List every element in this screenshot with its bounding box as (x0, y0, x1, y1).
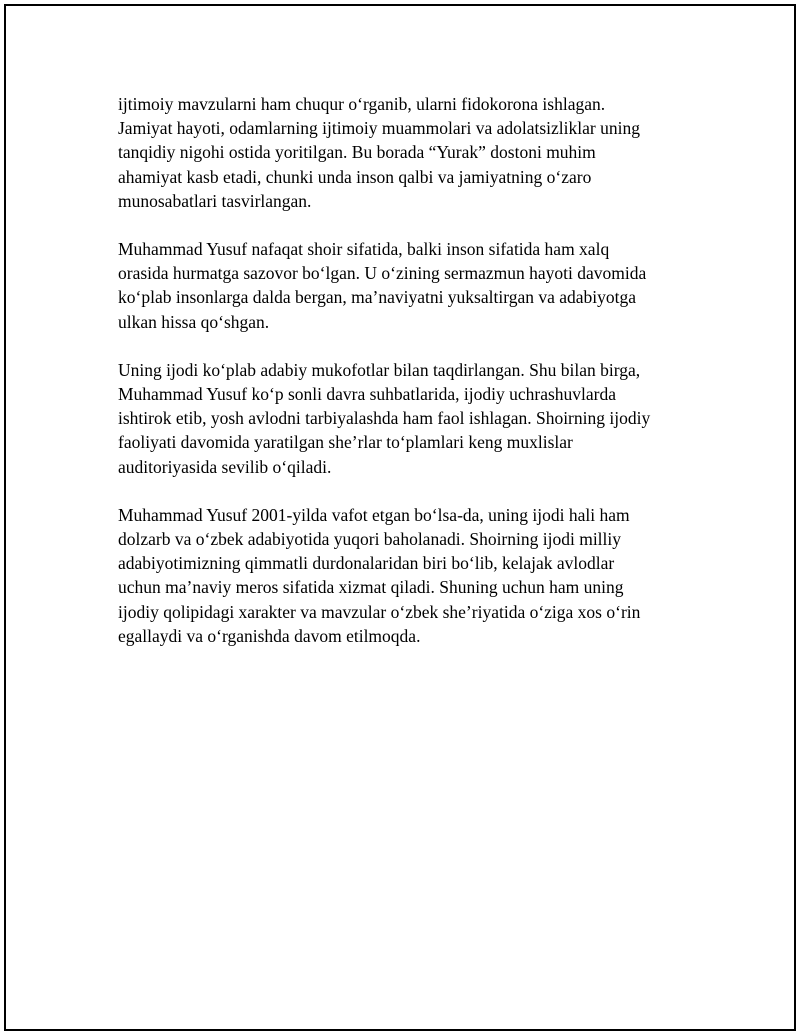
text-line: Muhammad Yusuf nafaqat shoir sifatida, balki inson sifatida ham xalq (118, 239, 610, 260)
paragraph-1 (118, 92, 688, 213)
text-line: adabiyotimizning qimmatli durdonalaridan biri bo‘lib, kelajak avlodlar (118, 553, 615, 574)
text-line: egallaydi va o‘rganishda davom etilmoqda. (118, 625, 421, 646)
document-page (4, 4, 796, 1031)
text-line: ishtirok etib, yosh avlodni tarbiyalashda ham faol ishlagan. Shoirning ijodiy (118, 408, 651, 429)
text-line: munosabatlari tasvirlangan. (118, 190, 312, 211)
document-body (118, 92, 688, 672)
text-line: Jamiyat hayoti, odamlarning ijtimoiy muammolari va adolatsizliklar uning (118, 118, 640, 139)
paragraph-4 (118, 503, 688, 648)
text-line: Muhammad Yusuf 2001-yilda vafot etgan bo‘lsa-da, uning ijodi hali ham (118, 504, 630, 525)
text-line: ulkan hissa qo‘shgan. (118, 311, 270, 332)
text-line: ko‘plab insonlarga dalda bergan, ma’naviyatni yuksaltirgan va adabiyotga (118, 287, 637, 308)
text-line: tanqidiy nigohi ostida yoritilgan. Bu borada “Yurak” dostoni muhim (118, 142, 596, 163)
text-line: auditoriyasida sevilib o‘qiladi. (118, 456, 332, 477)
text-line: dolzarb va o‘zbek adabiyotida yuqori baholanadi. Shoirning ijodi milliy (118, 529, 622, 550)
paragraph-3 (118, 358, 688, 479)
text-line: uchun ma’naviy meros sifatida xizmat qiladi. Shuning uchun ham uning (118, 577, 624, 598)
text-line: Uning ijodi ko‘plab adabiy mukofotlar bilan taqdirlangan. Shu bilan birga, (118, 359, 641, 380)
text-line: ijtimoiy mavzularni ham chuqur o‘rganib, ularni fidokorona ishlagan. (118, 94, 606, 114)
text-line: ijodiy qolipidagi xarakter va mavzular o‘zbek she’riyatida o‘ziga xos o‘rin (118, 601, 641, 622)
text-line: faoliyati davomida yaratilgan she’rlar to‘plamlari keng muxlislar (118, 432, 573, 453)
text-line: ahamiyat kasb etadi, chunki unda inson qalbi va jamiyatning o‘zaro (118, 166, 592, 187)
paragraph-2 (118, 237, 688, 334)
text-line: orasida hurmatga sazovor bo‘lgan. U o‘zining sermazmun hayoti davomida (118, 263, 647, 284)
text-line: Muhammad Yusuf ko‘p sonli davra suhbatlarida, ijodiy uchrashuvlarda (118, 384, 616, 405)
